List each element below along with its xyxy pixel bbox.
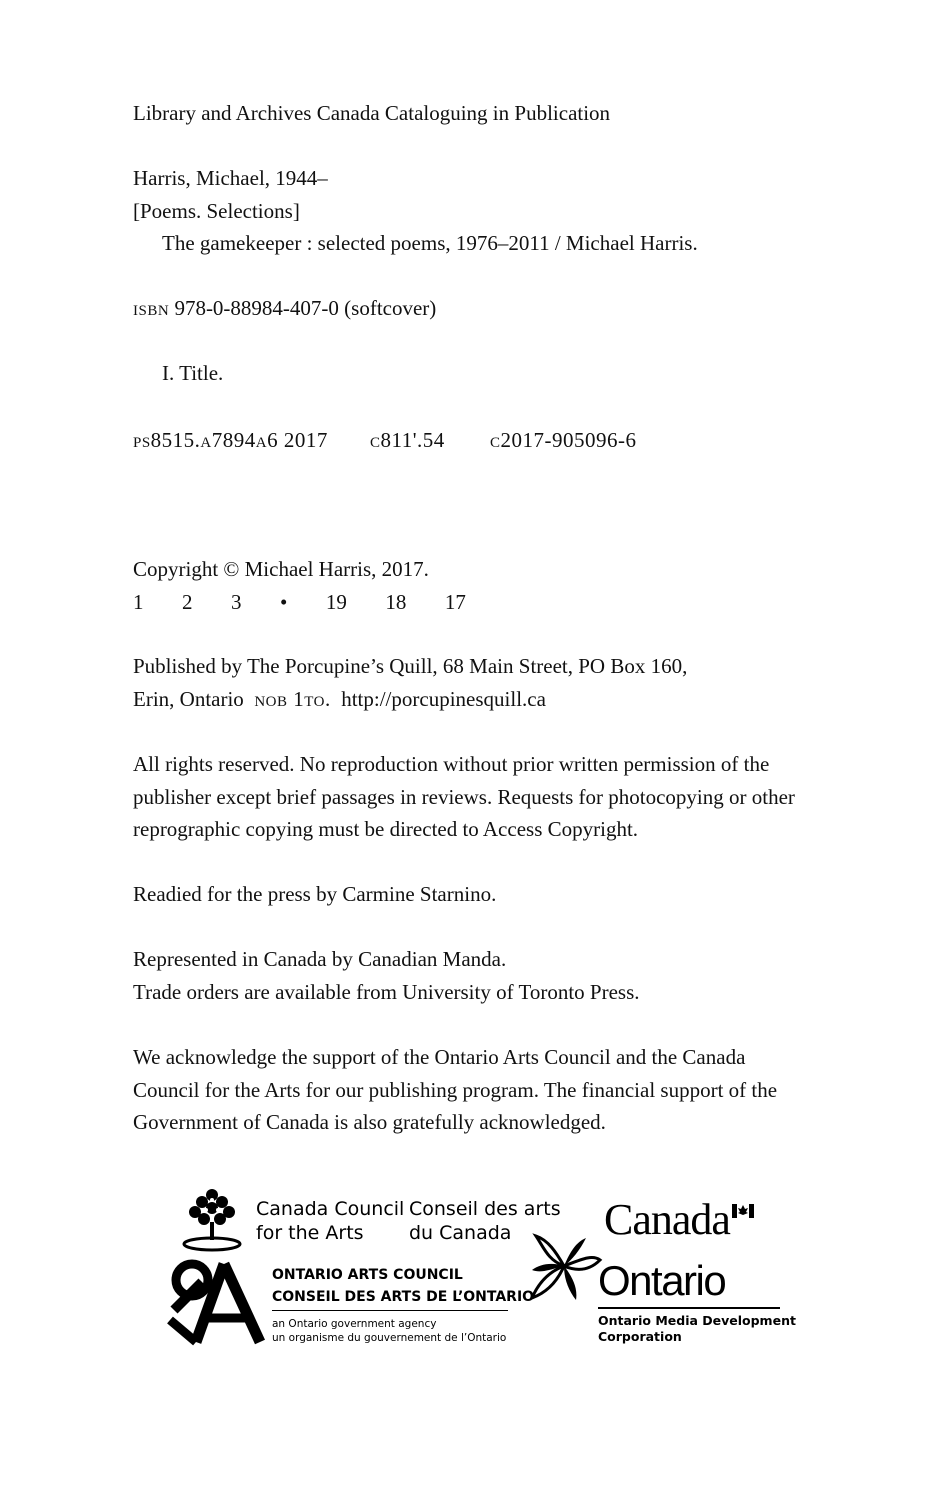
dewey-number: c811'.54	[370, 428, 445, 452]
omdc-name-1: Ontario Media Development	[598, 1313, 796, 1328]
acknowledgement-line-3: Government of Canada is also gratefully acknowledged.	[133, 1110, 606, 1134]
ontario-trillium-icon	[526, 1230, 604, 1302]
ontario-arts-council-logo-icon	[166, 1258, 266, 1348]
rights-line-2: publisher except brief passages in reviews. Requests for photocopying or other	[133, 785, 795, 809]
cip-classification	[133, 424, 653, 456]
isbn-label: isbn	[133, 296, 170, 320]
call-number: ps8515.a7894a6 2017	[133, 428, 328, 452]
rights-line-3: reprographic copying must be directed to Access Copyright.	[133, 817, 639, 841]
cip-title-line: The gamekeeper : selected poems, 1976–2011 / Michael Harris.	[162, 231, 698, 255]
oac-subtitle-fr: un organisme du gouvernement de l’Ontario	[272, 1332, 507, 1344]
cip-heading: Library and Archives Canada Cataloguing in Publication	[133, 101, 611, 125]
canada-council-tree-icon	[180, 1186, 244, 1254]
isbn-value: 978-0-88984-407-0 (softcover)	[174, 296, 437, 320]
cip-uniform-title: [Poems. Selections]	[133, 199, 300, 223]
oac-subtitle-en: an Ontario government agency	[272, 1318, 437, 1330]
oac-divider	[272, 1310, 508, 1311]
oac-name-en: ONTARIO ARTS COUNCIL	[272, 1267, 463, 1283]
canada-flag-icon	[732, 1204, 754, 1218]
omdc-divider	[598, 1307, 780, 1309]
publisher-place: Erin, Ontario	[133, 687, 244, 711]
omdc-name-2: Corporation	[598, 1329, 682, 1344]
print-line: 1 2 3 • 19 18 17	[133, 590, 466, 614]
canada-council-en-2: for the Arts	[256, 1222, 364, 1244]
ontario-wordmark: Ontario	[598, 1257, 726, 1304]
oac-name-fr: CONSEIL DES ARTS DE L’ONTARIO	[272, 1289, 535, 1305]
cip-subject: I. Title.	[162, 361, 224, 385]
acknowledgement-line-2: Council for the Arts for our publishing program. The financial support of the	[133, 1078, 778, 1102]
acknowledgement-line-1: We acknowledge the support of the Ontario Arts Council and the Canada	[133, 1045, 746, 1069]
canada-wordmark: Canada	[604, 1195, 730, 1244]
distribution-line-2: Trade orders are available from University of Toronto Press.	[133, 980, 640, 1004]
publisher-postal-code: nob 1to.	[254, 687, 331, 711]
canada-council-fr-1: Conseil des arts	[409, 1198, 561, 1220]
editor-credit: Readied for the press by Carmine Starnino.	[133, 882, 497, 906]
cip-author: Harris, Michael, 1944–	[133, 166, 328, 190]
publisher-url[interactable]: http://porcupinesquill.ca	[341, 687, 546, 711]
canada-council-en-1: Canada Council	[256, 1198, 405, 1220]
canada-council-fr-2: du Canada	[409, 1222, 512, 1244]
publisher-line-2	[133, 683, 546, 715]
publisher-line-1: Published by The Porcupine’s Quill, 68 Main Street, PO Box 160,	[133, 654, 688, 678]
copyright-notice: Copyright © Michael Harris, 2017.	[133, 557, 429, 581]
rights-line-1: All rights reserved. No reproduction without prior written permission of the	[133, 752, 770, 776]
funder-logos	[160, 1180, 800, 1360]
control-number: c2017-905096-6	[490, 428, 637, 452]
cip-isbn	[133, 292, 436, 324]
distribution-line-1: Represented in Canada by Canadian Manda.	[133, 947, 507, 971]
